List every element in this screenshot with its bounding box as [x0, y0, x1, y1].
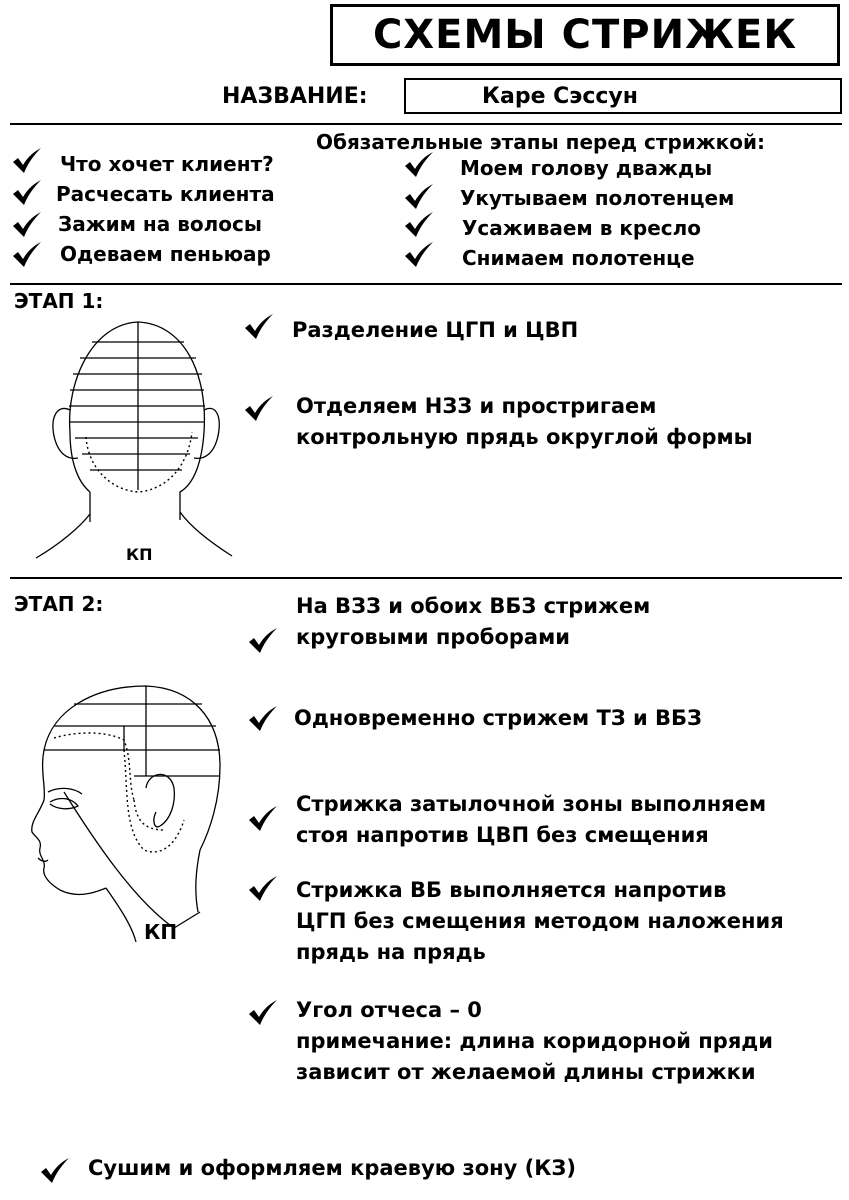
stage2-item-3 — [296, 789, 766, 851]
head-back-diagram — [30, 312, 240, 572]
stage2-item-4-line-1: Стрижка ВБ выполняется напротив — [296, 878, 727, 902]
stage2-item-3-line-1: Стрижка затылочной зоны выполняем — [296, 792, 767, 816]
stage2-diagram-label: КП — [144, 920, 178, 944]
page-title: СХЕМЫ СТРИЖЕК — [372, 12, 798, 58]
stage2-item-1-line-2: круговыми проборами — [296, 625, 570, 649]
pre-steps-heading: Обязательные этапы перед стрижкой: — [316, 130, 766, 154]
stage1-item-2 — [296, 391, 753, 453]
stage2-item-1 — [296, 591, 650, 653]
check-icon — [248, 806, 278, 832]
check-icon — [12, 242, 42, 268]
check-icon — [404, 212, 434, 238]
head-profile-diagram — [24, 680, 244, 950]
check-icon — [248, 876, 278, 902]
check-icon — [244, 314, 274, 340]
name-field — [404, 78, 842, 114]
stage1-item-2-line-1: Отделяем НЗЗ и простригаем — [296, 394, 657, 418]
check-icon — [248, 1000, 278, 1026]
pre-step-right-4: Снимаем полотенце — [462, 246, 695, 270]
stage1-item-2-line-2: контрольную прядь округлой формы — [296, 425, 753, 449]
name-label: НАЗВАНИЕ: — [222, 84, 368, 109]
check-icon — [12, 180, 42, 206]
final-step: Сушим и оформляем краевую зону (КЗ) — [88, 1156, 576, 1180]
stage2-item-4 — [296, 875, 784, 968]
stage2-item-4-line-3: прядь на прядь — [296, 940, 486, 964]
check-icon — [12, 212, 42, 238]
stage2-item-3-line-2: стоя напротив ЦВП без смещения — [296, 823, 709, 847]
check-icon — [404, 184, 434, 210]
stage2-item-2: Одновременно стрижем ТЗ и ВБЗ — [294, 706, 702, 730]
check-icon — [404, 152, 434, 178]
stage2-item-1-line-1: На ВЗЗ и обоих ВБЗ стрижем — [296, 594, 651, 618]
name-value: Каре Сэссун — [482, 83, 638, 109]
check-icon — [404, 242, 434, 268]
check-icon — [248, 628, 278, 654]
stage2-item-4-line-2: ЦГП без смещения методом наложения — [296, 909, 784, 933]
stage2-label: ЭТАП 2: — [14, 592, 104, 616]
stage1-diagram-label: КП — [126, 545, 153, 564]
pre-step-right-1: Моем голову дважды — [460, 156, 713, 180]
stage2-item-5 — [296, 995, 773, 1088]
pre-step-left-3: Зажим на волосы — [58, 212, 262, 236]
stage1-label: ЭТАП 1: — [14, 289, 104, 313]
check-icon — [248, 706, 278, 732]
stage2-item-5-line-1: Угол отчеса – 0 — [296, 998, 482, 1022]
divider-stage1 — [10, 283, 842, 285]
pre-step-left-2: Расчесать клиента — [56, 182, 275, 206]
pre-step-right-2: Укутываем полотенцем — [460, 186, 735, 210]
pre-step-left-4: Одеваем пеньюар — [60, 242, 271, 266]
check-icon — [12, 148, 42, 174]
divider-top — [10, 123, 842, 125]
pre-step-left-1: Что хочет клиент? — [60, 152, 274, 176]
divider-stage2 — [10, 577, 842, 579]
check-icon — [244, 396, 274, 422]
check-icon — [40, 1158, 70, 1184]
stage2-item-5-line-2: примечание: длина коридорной пряди — [296, 1029, 773, 1053]
pre-step-right-3: Усаживаем в кресло — [462, 216, 702, 240]
stage1-item-1: Разделение ЦГП и ЦВП — [292, 318, 579, 342]
stage2-item-5-line-3: зависит от желаемой длины стрижки — [296, 1060, 756, 1084]
title-box — [330, 4, 840, 66]
